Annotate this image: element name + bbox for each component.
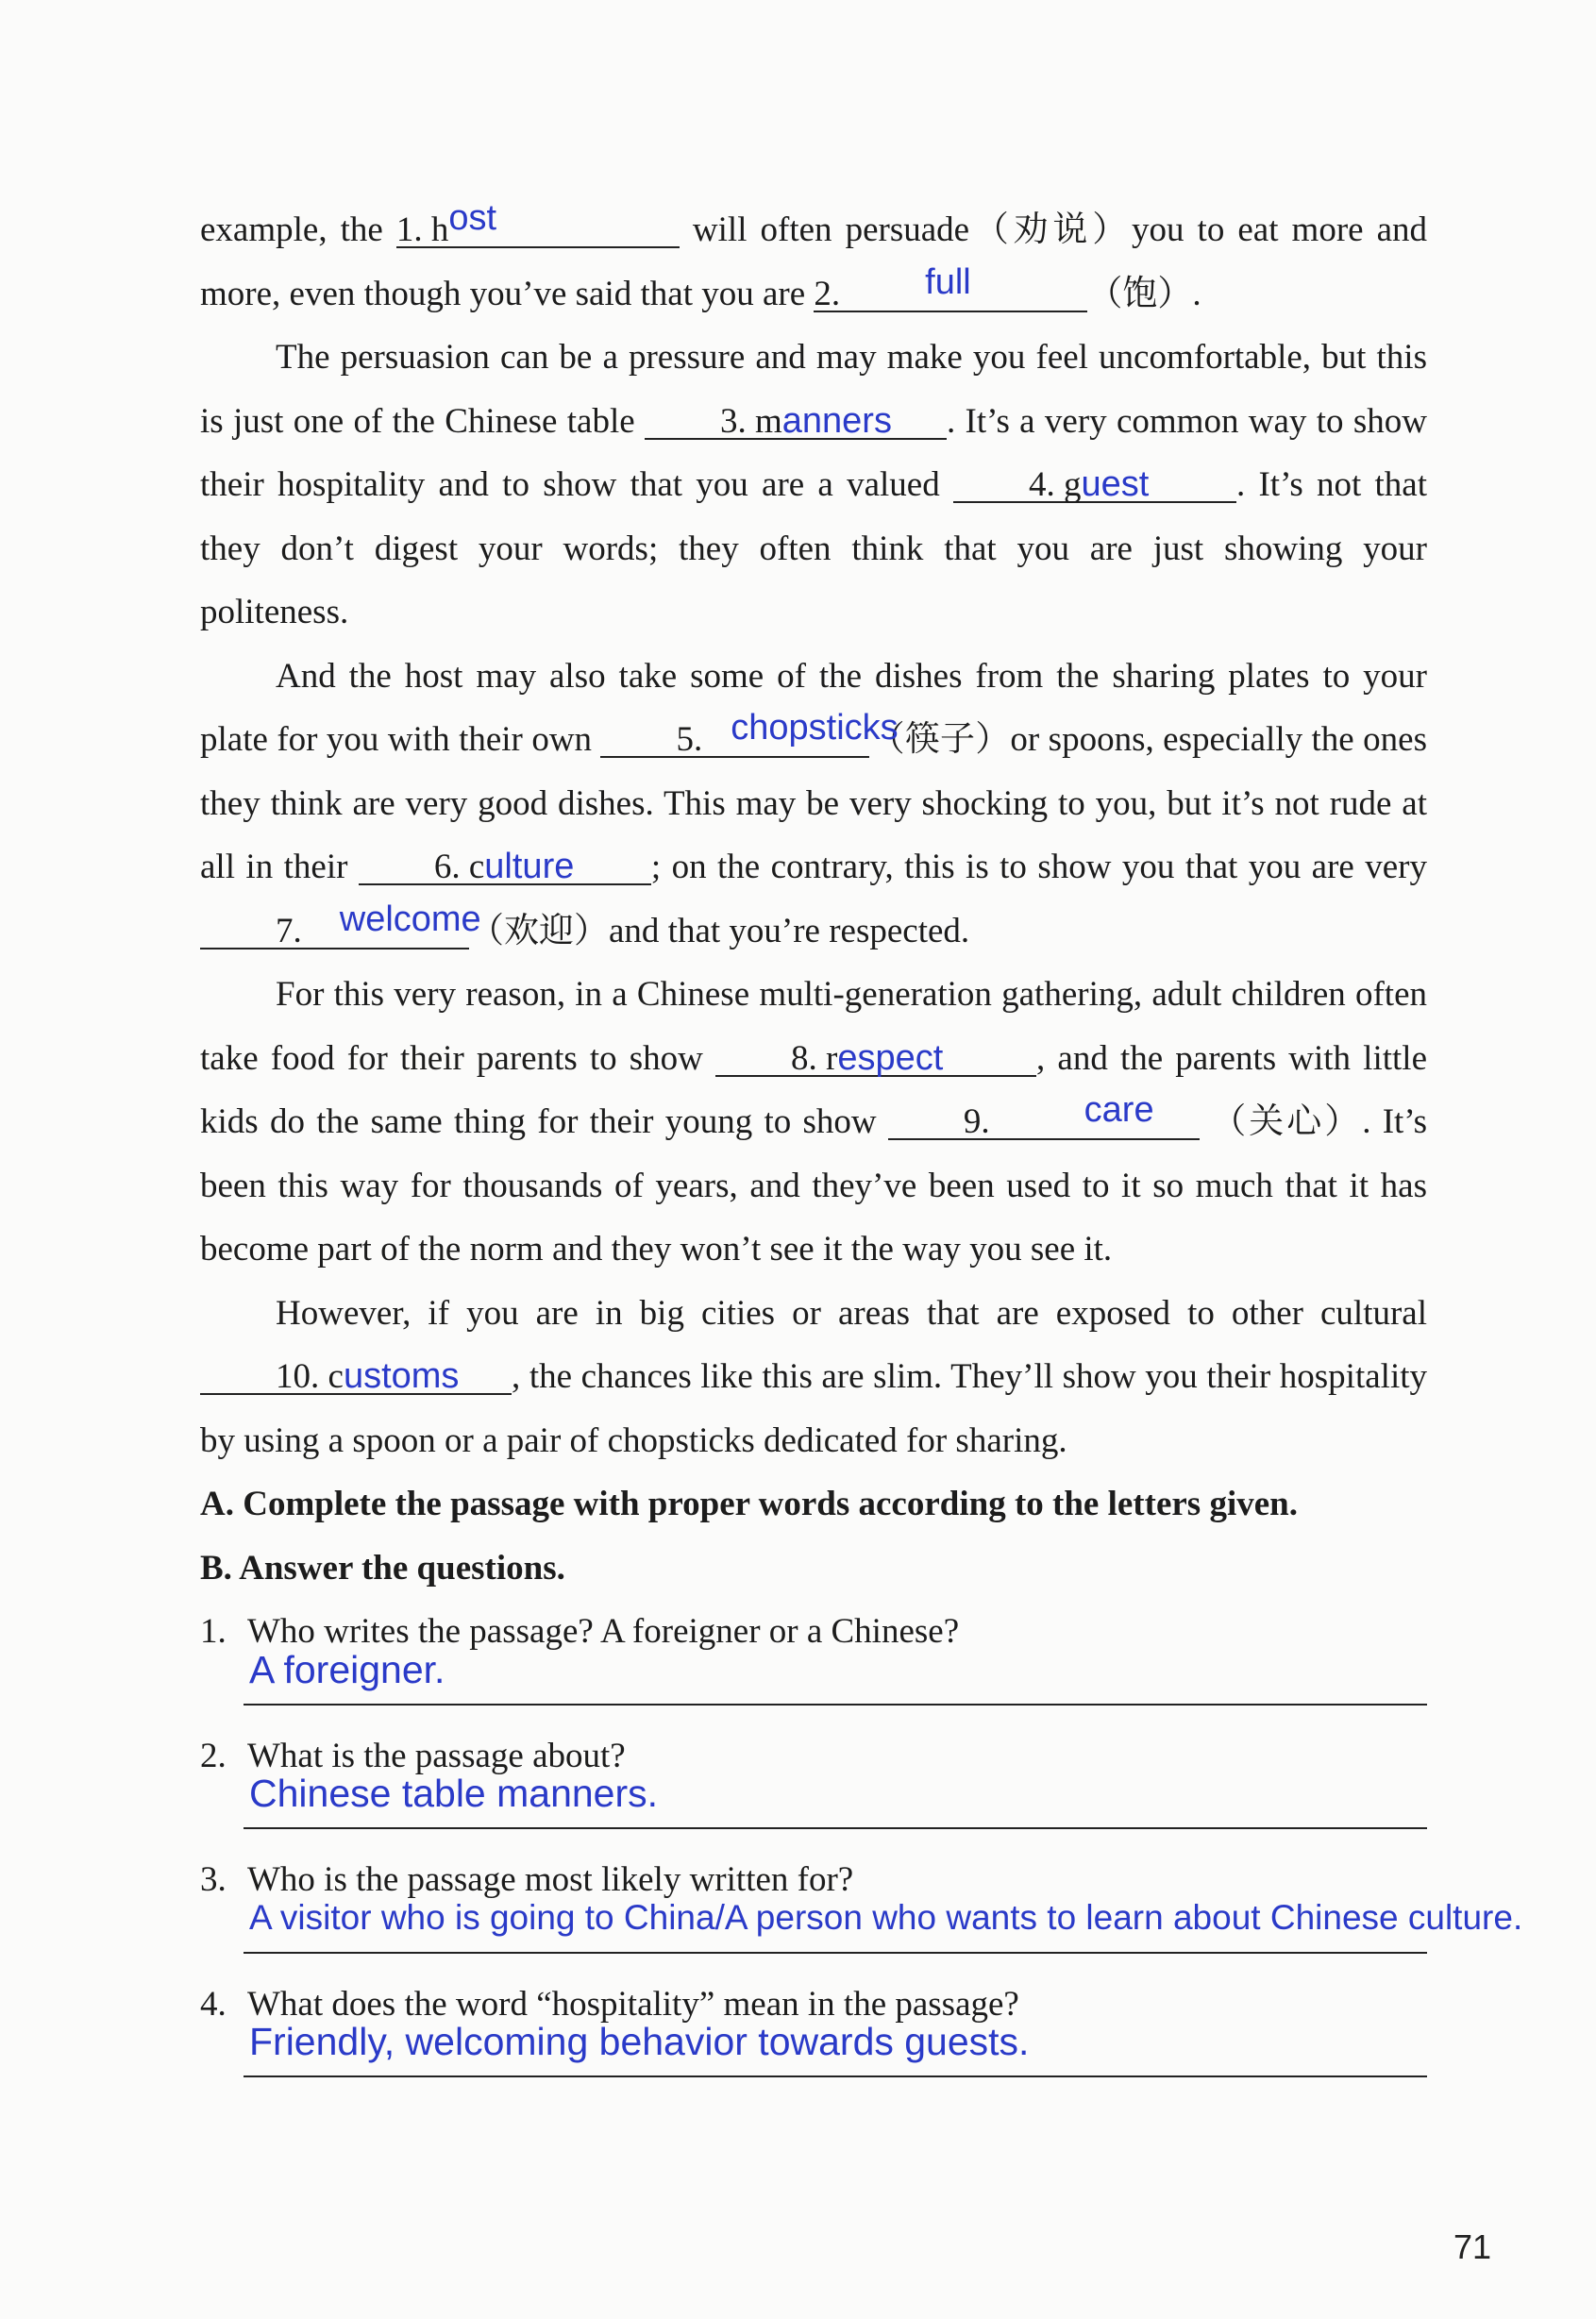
passage-paragraph-3: And the host may also take some of the dishes from the sharing plates to your plate for you with their own 5. chopsticks（筷子）or spoons, especially the ones they think are very good dishes. This may be very shocking to you, but it’s not rude at all in their 6. culture ; on the contrary, this is to show you that you are very 7. welcome（欢迎）and that you’re respected. [200,656,1427,950]
question-text: Who writes the passage? A foreigner or a Chinese? [247,1612,960,1651]
answer-9: care [1084,1090,1154,1130]
question-text: What is the passage about? [247,1736,626,1775]
blank-3[interactable]: 3. manners [645,404,947,440]
answer-1: ost [448,198,497,238]
questions-section [200,1600,1523,2077]
answer-text: A foreigner. [249,1647,445,1691]
question-number: 3. [200,1860,227,1899]
answer-7: welcome [339,899,481,939]
blank-1[interactable]: 1. host [396,212,680,248]
answer-2: full [925,261,971,302]
blank-2[interactable]: 2. full [814,277,1087,312]
answer-text: A visitor who is going to China/A person who wants to learn about Chinese culture. [249,1897,1523,1937]
blank-9[interactable]: 9. care [888,1104,1200,1140]
page-number: 71 [1453,2227,1492,2266]
question-number: 2. [200,1736,227,1775]
answer-10: ustoms [343,1356,460,1396]
question-text: Who is the passage most likely written for? [247,1860,854,1899]
answer-line-3[interactable] [244,1884,1523,1954]
passage-paragraph-5: However, if you are in big cities or areas that are exposed to other cultural 10. customs , the chances like this are slim. They’ll show you their hospitality by using a spoon or a pair of chopsticks dedicated for sharing. [200,1293,1427,1460]
answer-8: espect [837,1037,944,1078]
blank-4[interactable]: 4. guest [953,467,1236,503]
answer-6: ulture [484,847,575,886]
passage-paragraph-2: The persuasion can be a pressure and may make you feel uncomfortable, but this is just one of the Chinese table 3. manners . It’s a very common way to show their hospitality and to show that you are a valued 4. guest . It’s not that they don’t digest your words; they often think that you are just showing your politeness. [200,338,1428,631]
instruction-b: B. Answer the questions. [200,1548,565,1588]
blank-8[interactable]: 8. respect [715,1041,1036,1077]
blank-6[interactable]: 6. culture [359,849,651,885]
answer-5: chopsticks [731,708,899,748]
answer-4: uest [1081,464,1150,504]
blank-5[interactable]: 5. chopsticks [600,722,869,758]
answer-text: Friendly, welcoming behavior towards guests. [249,2020,1030,2063]
blank-10[interactable]: 10. customs [200,1359,512,1395]
page-content [200,198,1523,2096]
passage-paragraph-4: For this very reason, in a Chinese multi-generation gathering, adult children often take food for their parents to show 8. respect , and the parents with little kids do the same thing for their young to show 9. care （关心）. It’s been this way for thousands of years, and they’ve been used to it so much that it has become part of the norm and they won’t see it the way you see it. [200,975,1428,1269]
question-number: 1. [200,1612,227,1651]
answer-line-4[interactable] [244,2008,1427,2077]
answer-line-2[interactable] [244,1759,1427,1829]
instruction-a: A. Complete the passage with proper words according to the letters given. [200,1485,1298,1523]
question-number: 4. [200,1984,227,2024]
answer-text: Chinese table manners. [249,1772,659,1815]
answer-3: anners [781,400,892,441]
question-text: What does the word “hospitality” mean in the passage? [247,1984,1019,2024]
passage-paragraph-1: example, the 1. host will often persuade（劝说）you to eat more and more, even though you’ve said that you are 2. full （饱）. [200,198,1428,313]
blank-7[interactable]: 7. welcome [200,914,469,949]
